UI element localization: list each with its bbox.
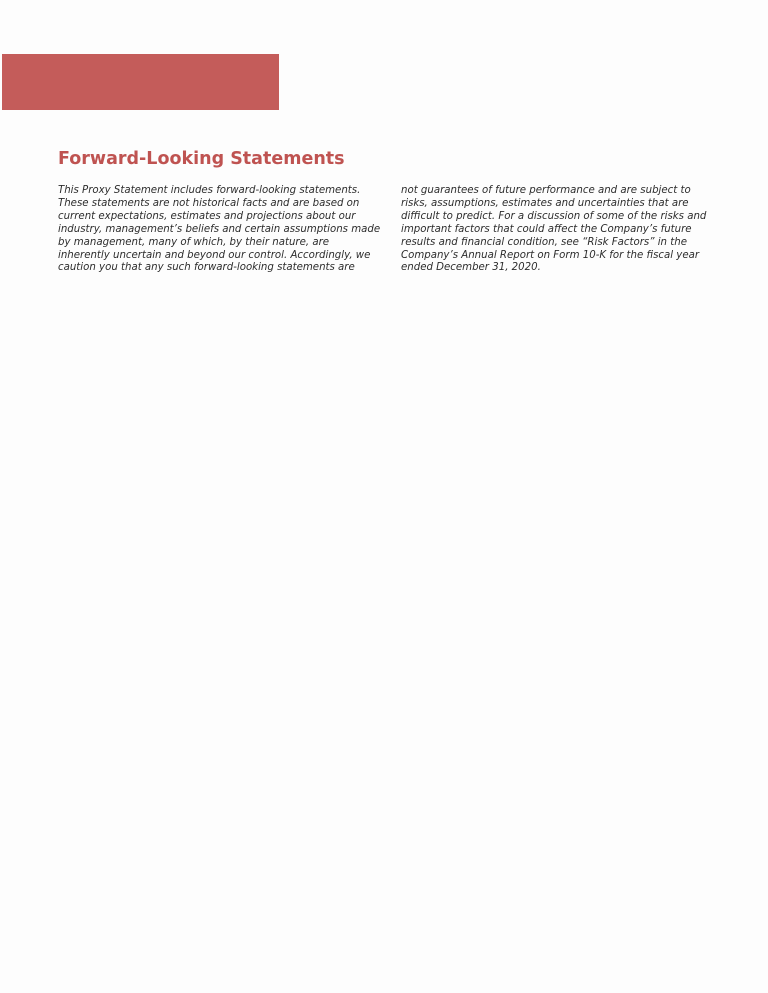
text-line: difficult to predict. For a discussion of some of the risks and <box>401 210 707 222</box>
text-line: Company’s Annual Report on Form 10-K for the fiscal year <box>401 249 700 261</box>
header-banner <box>2 54 279 110</box>
left-column-text <box>58 185 381 275</box>
text-line: ended December 31, 2020. <box>401 262 541 274</box>
text-line: This Proxy Statement includes forward-looking statements. <box>58 185 361 196</box>
text-line: important factors that could affect the Company’s future <box>401 223 692 235</box>
text-line: inherently uncertain and beyond our control. Accordingly, we <box>58 249 371 261</box>
text-line: industry, management’s beliefs and certain assumptions made <box>58 223 381 235</box>
text-line: not guarantees of future performance and are subject to <box>401 185 691 196</box>
text-line: results and financial condition, see “Risk Factors” in the <box>401 236 687 248</box>
right-column-text <box>401 185 711 275</box>
text-line: current expectations, estimates and projections about our <box>58 210 356 222</box>
text-line: by management, many of which, by their nature, are <box>58 236 330 248</box>
section-title: Forward-Looking Statements <box>58 149 345 169</box>
text-line: risks, assumptions, estimates and uncertainties that are <box>401 197 689 209</box>
text-line: These statements are not historical facts and are based on <box>58 197 360 209</box>
text-line: caution you that any such forward-looking statements are <box>58 262 355 274</box>
